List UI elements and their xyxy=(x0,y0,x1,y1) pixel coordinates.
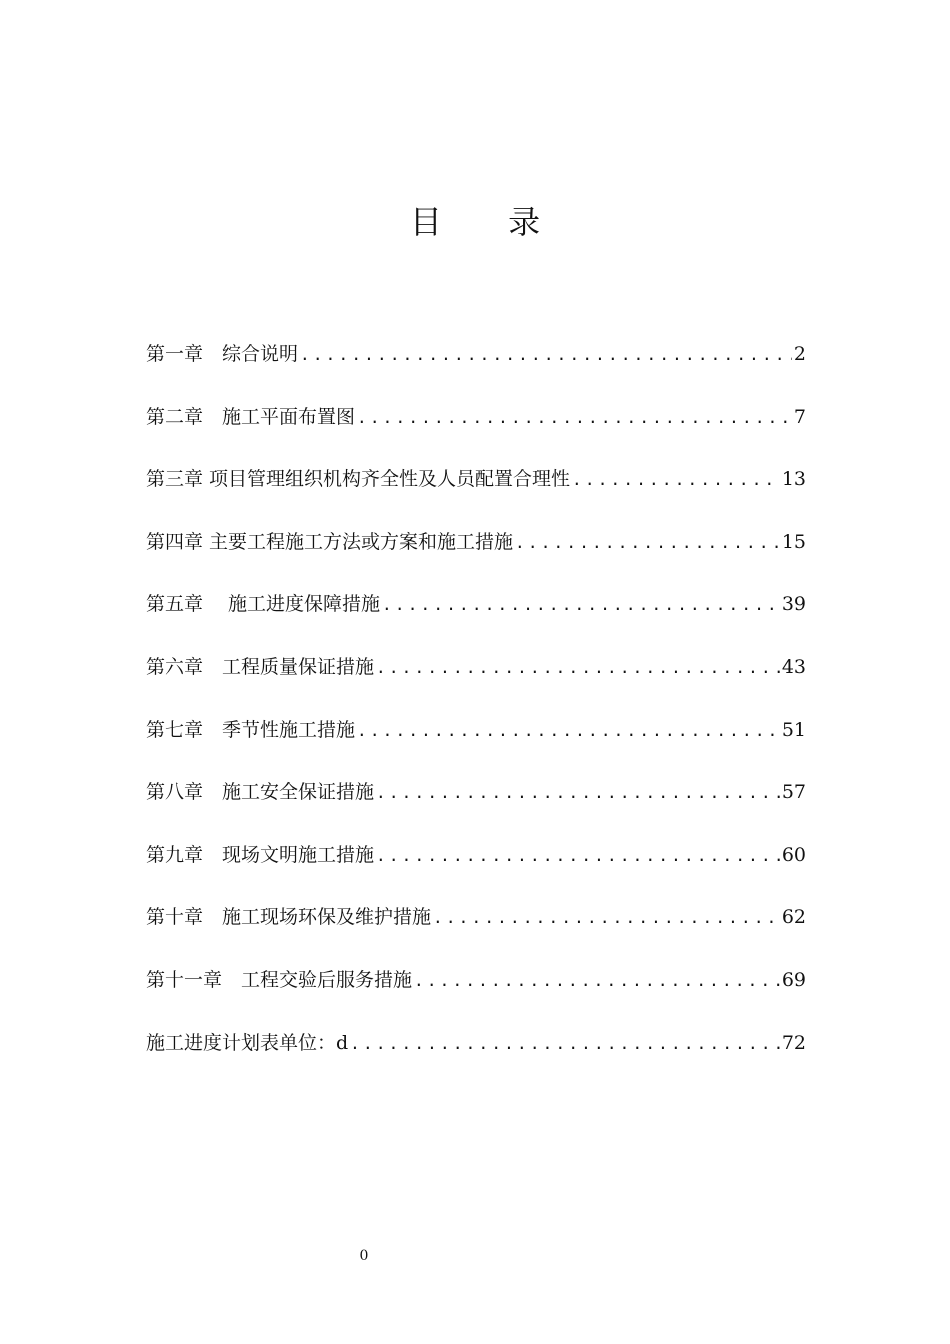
toc-entry[interactable] xyxy=(146,586,806,649)
page-title: 目 录 xyxy=(409,203,569,241)
toc-dot-leader xyxy=(515,525,780,561)
toc-entry-label: 第七章 季节性施工措施 xyxy=(146,718,356,741)
toc-entry-label: 施工进度计划表单位：d xyxy=(146,1031,349,1054)
toc-dot-leader xyxy=(300,337,792,373)
toc-entry[interactable] xyxy=(146,649,806,712)
toc-entry-label: 第三章 项目管理组织机构齐全性及人员配置合理性 xyxy=(146,468,571,491)
toc-dot-leader xyxy=(357,400,792,436)
toc-entry-label: 第二章 施工平面布置图 xyxy=(146,405,356,428)
toc-entry-page: 39 xyxy=(781,593,806,616)
toc-entry-label: 第五章 施工进度保障措施 xyxy=(146,593,381,616)
toc-entry[interactable] xyxy=(146,461,806,524)
toc-entry-label: 第四章 主要工程施工方法或方案和施工措施 xyxy=(146,530,514,553)
toc-entry[interactable] xyxy=(146,774,806,837)
toc-entry-page: 13 xyxy=(781,468,806,491)
toc-dot-leader xyxy=(414,963,780,999)
toc-entry[interactable] xyxy=(146,336,806,399)
toc-entry-label: 第十章 施工现场环保及维护措施 xyxy=(146,906,432,929)
toc-dot-leader xyxy=(357,713,780,749)
toc-dot-leader xyxy=(376,838,780,874)
toc-dot-leader xyxy=(572,462,780,498)
toc-entry-label: 第一章 综合说明 xyxy=(146,343,299,365)
toc-dot-leader xyxy=(433,900,780,936)
toc-entry[interactable] xyxy=(146,399,806,462)
toc-dot-leader xyxy=(376,650,780,686)
toc-entry-page: 62 xyxy=(781,906,806,929)
toc-dot-leader xyxy=(350,1026,780,1062)
toc-entry-label: 第八章 施工安全保证措施 xyxy=(146,781,375,804)
toc-entry-page: 7 xyxy=(793,405,806,428)
toc-dot-leader xyxy=(382,587,780,623)
toc-entry-page: 15 xyxy=(781,530,806,553)
toc-entry-label: 第十一章 工程交验后服务措施 xyxy=(146,968,413,991)
toc-entry-page: 2 xyxy=(793,343,806,365)
toc-entry-page: 72 xyxy=(781,1031,806,1054)
toc-entry[interactable] xyxy=(146,962,806,1025)
toc-entry-label: 第九章 现场文明施工措施 xyxy=(146,843,375,866)
toc-entry-page: 43 xyxy=(781,655,806,678)
page-number: 0 xyxy=(359,1248,369,1264)
toc-entry[interactable] xyxy=(146,712,806,775)
toc-entry[interactable] xyxy=(146,524,806,587)
toc-entry-page: 69 xyxy=(781,968,806,991)
toc-entry[interactable] xyxy=(146,899,806,962)
toc-entry[interactable] xyxy=(146,837,806,900)
toc-dot-leader xyxy=(376,775,780,811)
toc-entry[interactable] xyxy=(146,1025,806,1088)
toc-entry-page: 51 xyxy=(781,718,806,741)
toc-entry-page: 57 xyxy=(781,781,806,804)
toc-entry-page: 60 xyxy=(781,843,806,866)
toc-entry-label: 第六章 工程质量保证措施 xyxy=(146,655,375,678)
table-of-contents xyxy=(146,336,806,1087)
